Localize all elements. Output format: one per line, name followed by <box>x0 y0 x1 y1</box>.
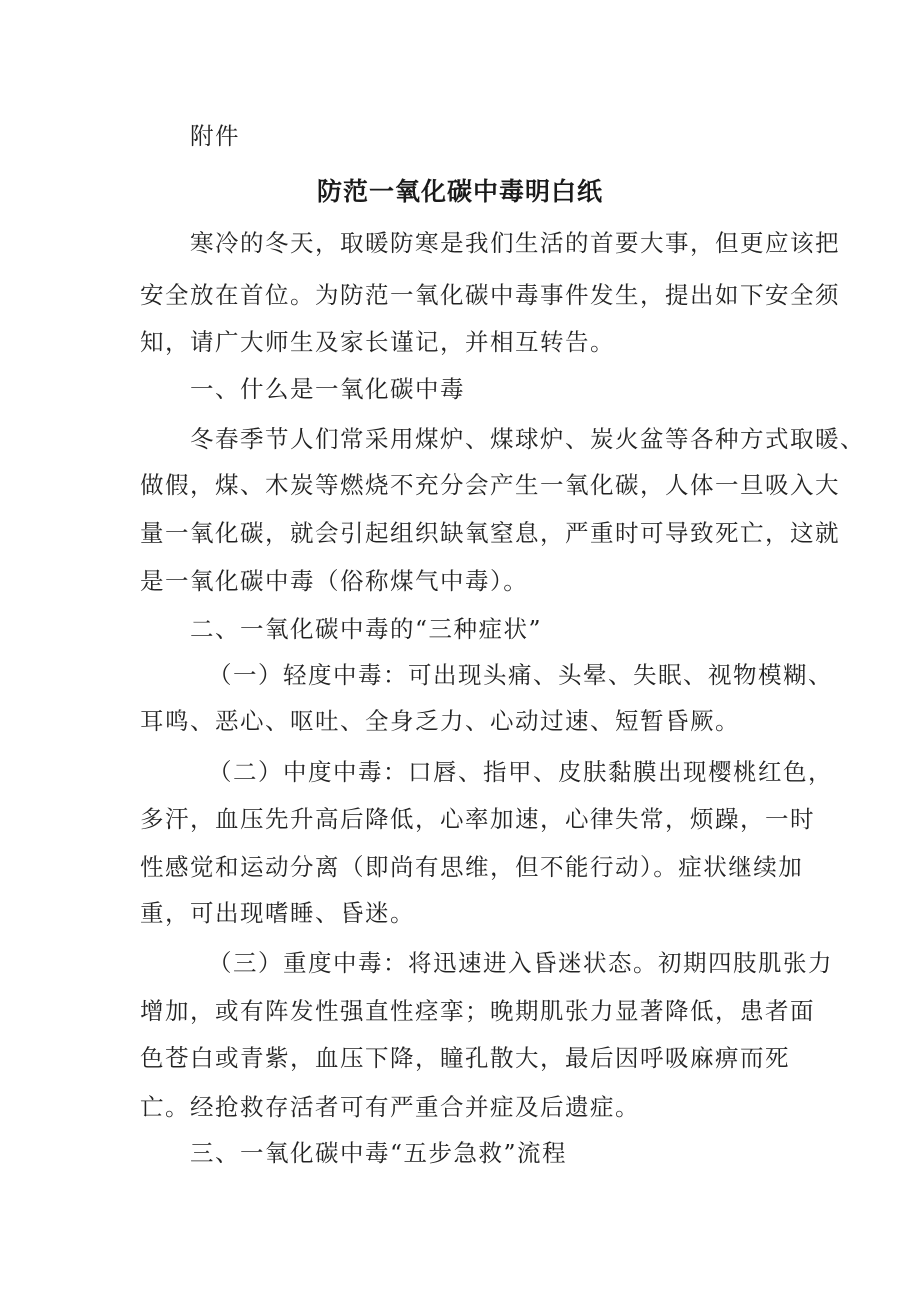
section-1-heading: 一、什么是一氧化碳中毒 <box>190 375 465 403</box>
mild-poisoning-line-1: （一）轻度中毒：可出现头痛、头晕、失眠、视物模糊、 <box>208 661 833 689</box>
severe-poisoning-line-1: （三）重度中毒：将迅速进入昏迷状态。初期四肢肌张力 <box>208 949 833 977</box>
section-3-heading: 三、一氧化碳中毒“五步急救”流程 <box>190 1139 568 1167</box>
mild-poisoning-line-2: 耳鸣、恶心、呕吐、全身乏力、心动过速、短暂昏厥。 <box>140 707 740 735</box>
moderate-poisoning-line-1: （二）中度中毒：口唇、指甲、皮肤黏膜出现樱桃红色， <box>208 758 833 786</box>
severe-poisoning-line-2: 增加，或有阵发性强直性痉挛；晚期肌张力显著降低，患者面 <box>140 997 815 1025</box>
severe-poisoning-line-3: 色苍白或青紫，血压下降，瞳孔散大，最后因呼吸麻痹而死 <box>140 1044 790 1072</box>
section-1-line-2: 做假，煤、木炭等燃烧不充分会产生一氧化碳，人体一旦吸入大 <box>140 471 840 499</box>
section-2-heading: 二、一氧化碳中毒的“三种症状” <box>190 615 543 643</box>
severe-poisoning-line-4: 亡。经抢救存活者可有严重合并症及后遗症。 <box>140 1093 640 1121</box>
moderate-poisoning-line-2: 多汗，血压先升高后降低，心率加速，心律失常，烦躁，一时 <box>140 805 815 833</box>
moderate-poisoning-line-4: 重，可出现嗜睡、昏迷。 <box>140 899 415 927</box>
moderate-poisoning-line-3: 性感觉和运动分离（即尚有思维，但不能行动）。症状继续加 <box>140 853 804 881</box>
section-1-line-3: 量一氧化碳，就会引起组织缺氧窒息，严重时可导致死亡，这就 <box>140 519 840 547</box>
section-1-line-4: 是一氧化碳中毒（俗称煤气中毒）。 <box>140 567 529 595</box>
attachment-label: 附件 <box>190 122 240 150</box>
intro-line-1: 寒冷的冬天，取暖防寒是我们生活的首要大事，但更应该把 <box>190 229 840 257</box>
intro-line-3: 知，请广大师生及家长谨记，并相互转告。 <box>140 328 615 356</box>
document-title: 防范一氧化碳中毒明白纸 <box>316 177 603 206</box>
section-1-line-1: 冬春季节人们常采用煤炉、煤球炉、炭火盆等各种方式取暖、 <box>190 425 865 453</box>
intro-line-2: 安全放在首位。为防范一氧化碳中毒事件发生，提出如下安全须 <box>140 281 840 309</box>
